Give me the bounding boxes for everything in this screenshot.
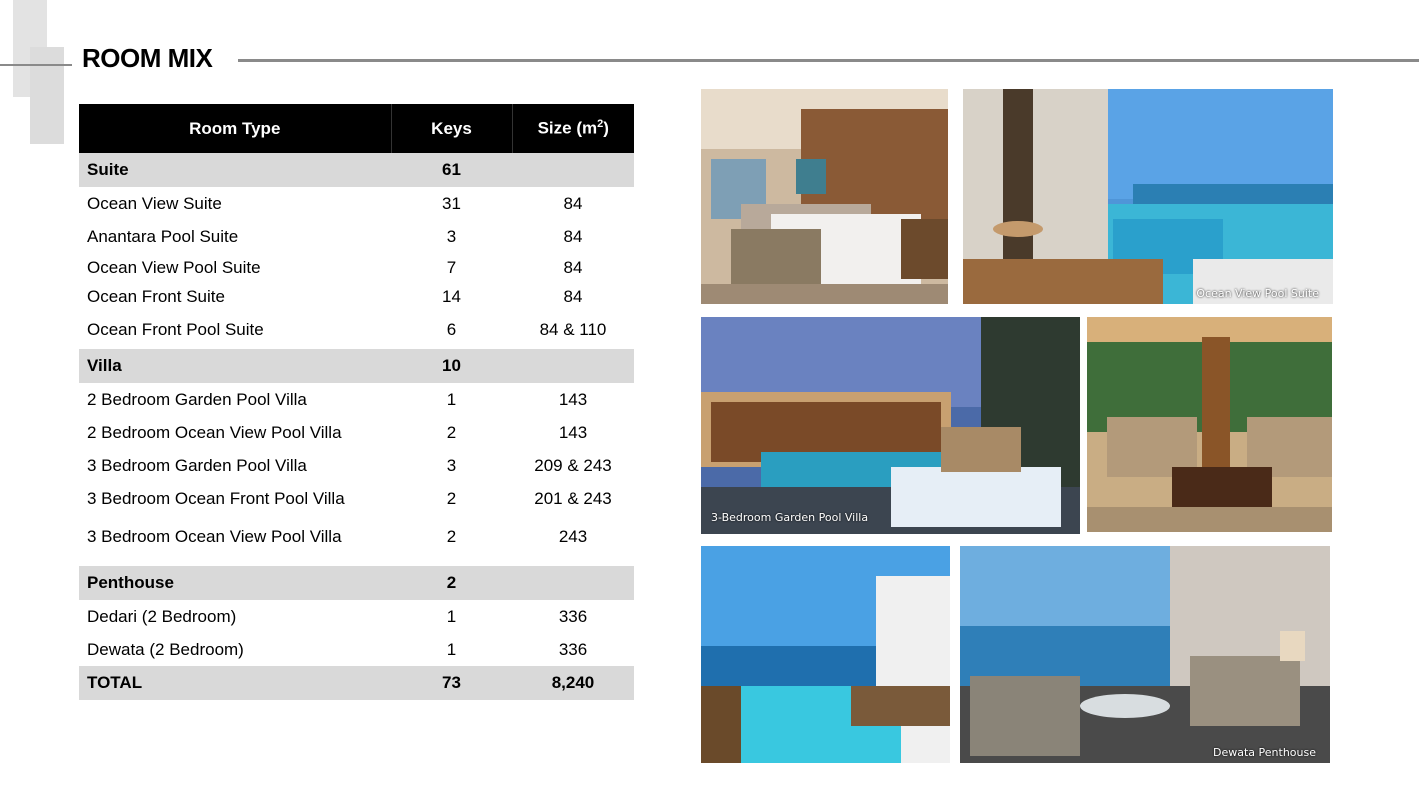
- table-row: [79, 187, 634, 220]
- table-row: [79, 282, 634, 311]
- table-row: [79, 253, 634, 282]
- table-row: [79, 220, 634, 253]
- room-type-cell: Dedari (2 Bedroom): [87, 606, 237, 626]
- group-name: Suite: [79, 153, 391, 187]
- table-row: [79, 311, 634, 349]
- photo-ocean-front-pool: [701, 546, 950, 763]
- decor-block-front: [30, 47, 64, 144]
- photo-caption: 3-Bedroom Garden Pool Villa: [711, 511, 869, 524]
- keys-cell: 6: [446, 320, 457, 339]
- group-keys: 10: [391, 349, 512, 383]
- total-keys: 73: [391, 666, 512, 700]
- table-row: [79, 600, 634, 633]
- photo-ocean-view-pool-suite: [963, 89, 1333, 304]
- group-row-penthouse: [79, 566, 634, 600]
- room-type-cell: Ocean Front Suite: [87, 286, 225, 306]
- room-type-cell: 2 Bedroom Garden Pool Villa: [87, 389, 307, 409]
- table-row: [79, 515, 634, 558]
- room-type-cell: Ocean View Pool Suite: [87, 257, 261, 277]
- keys-cell: 14: [442, 286, 461, 306]
- header-room-type: Room Type: [79, 104, 391, 153]
- photo-caption: Dewata Penthouse: [1213, 746, 1316, 759]
- table-header-row: [79, 104, 634, 153]
- size-cell: 243: [558, 526, 588, 546]
- photo-villa-living-room: [1087, 317, 1332, 532]
- page-title: ROOM MIX: [82, 43, 213, 73]
- room-mix-table: [79, 104, 634, 700]
- size-cell: 84 & 110: [539, 320, 607, 339]
- size-cell: 84: [563, 257, 583, 277]
- photo-caption: Ocean View Pool Suite: [1196, 287, 1319, 300]
- size-cell: 143: [558, 389, 588, 409]
- header-size: Size $(m^2)$: [512, 104, 634, 153]
- keys-cell: 1: [446, 639, 457, 659]
- table-row: [79, 449, 634, 482]
- size-cell: 84: [563, 193, 583, 213]
- keys-cell: 7: [446, 257, 457, 277]
- group-row-villa: [79, 349, 634, 383]
- room-type-cell: Ocean View Suite: [87, 193, 222, 213]
- keys-cell: 3: [446, 455, 457, 475]
- table-row: [79, 416, 634, 449]
- size-cell: 336: [558, 606, 588, 626]
- photo-dewata-penthouse: [960, 546, 1330, 763]
- size-cell: 209 & 243: [534, 455, 612, 475]
- keys-cell: 1: [446, 389, 457, 409]
- group-name: Villa: [79, 349, 391, 383]
- table-row: [79, 633, 634, 666]
- size-cell: 84: [563, 226, 583, 246]
- keys-cell: 31: [442, 193, 461, 213]
- title-rule-right: [238, 59, 1419, 62]
- total-label: TOTAL: [79, 666, 391, 700]
- table-row: [79, 482, 634, 515]
- total-size: 8,240: [512, 666, 634, 700]
- group-name: Penthouse: [79, 566, 391, 600]
- group-row-suite: [79, 153, 634, 187]
- group-keys: 61: [391, 153, 512, 187]
- size-cell: 336: [558, 639, 588, 659]
- photo-suite-bedroom: [701, 89, 948, 304]
- size-cell: 143: [558, 422, 588, 442]
- size-cell: 84: [563, 286, 583, 306]
- room-type-cell: 3 Bedroom Garden Pool Villa: [87, 455, 307, 475]
- room-type-cell: 3 Bedroom Ocean Front Pool Villa: [87, 488, 345, 508]
- room-type-cell: 2 Bedroom Ocean View Pool Villa: [87, 422, 342, 442]
- title-rule-left: [0, 64, 72, 66]
- room-type-cell: Dewata (2 Bedroom): [87, 639, 244, 659]
- keys-cell: 1: [446, 606, 457, 626]
- keys-cell: 3: [446, 226, 457, 246]
- size-cell: 201 & 243: [534, 488, 612, 508]
- group-keys: 2: [391, 566, 512, 600]
- photo-garden-pool-villa: [701, 317, 1080, 534]
- room-type-cell: Ocean Front Pool Suite: [87, 320, 264, 339]
- keys-cell: 2: [446, 422, 457, 442]
- room-type-cell: Anantara Pool Suite: [87, 226, 239, 246]
- header-keys: Keys: [391, 104, 512, 153]
- room-type-cell: 3 Bedroom Ocean View Pool Villa: [87, 526, 342, 546]
- keys-cell: 2: [446, 488, 457, 508]
- table-row: [79, 383, 634, 416]
- keys-cell: 2: [446, 526, 457, 546]
- total-row: [79, 666, 634, 700]
